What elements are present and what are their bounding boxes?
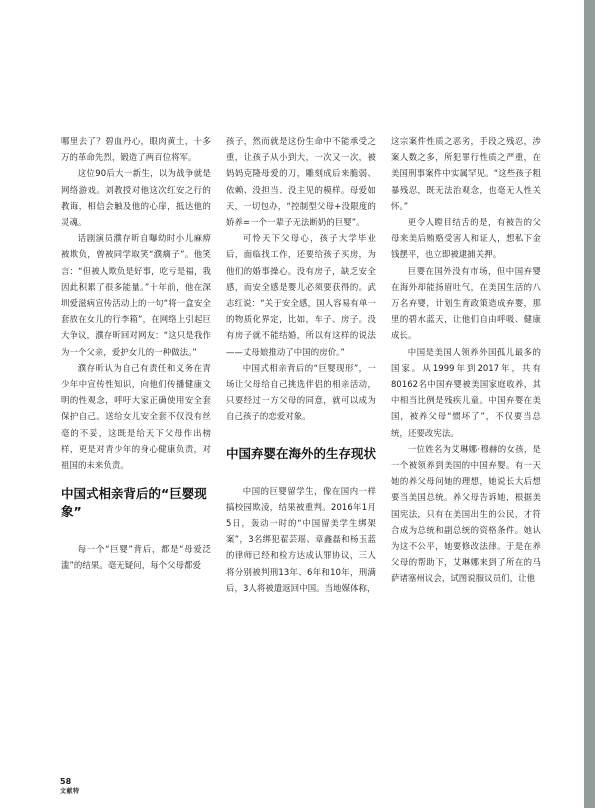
page-footer xyxy=(60,777,80,797)
paragraph: 濮存昕认为自己有责任和义务在青少年中宣传性知识，向他们传播健康文明的性观念，呼吁大家正确使用安全套保护自己。送给女儿安全套不仅没有丝毫的不妥，这既是给天下父母作出榜样，更是对青少年的身心健康负责，对祖国的未来负责。 xyxy=(61,362,211,471)
paragraph: 孩子，然而就是这份生命中不能承受之重，让孩子从小到大，一次又一次，被妈妈克隆母爱的刀，雕刻成后来脆弱、依赖、没担当、没主见的模样。母爱如天，一切包办，“控制型父母+没限度的娇养=一个一辈子无法断奶的巨婴”。 xyxy=(226,136,376,228)
paragraph: 更令人瞠目结舌的是，有被告的父母来美后贿赂受害人和证人，想私下金钱摆平，也立即被逮捕关押。 xyxy=(391,217,541,260)
column-left xyxy=(61,133,211,574)
top-blank-area xyxy=(0,0,595,118)
paragraph: 哪里去了？碧血丹心，眼肉黄土，十多万的革命先烈，锻造了两百位将军。 xyxy=(61,136,211,163)
paragraph: 这位90后大一新生，以为战争就是网络游戏。刘教授对他这次红安之行的教诲，相信会触及他的心扉，抵达他的灵魂。 xyxy=(61,168,211,228)
section-heading: 中国弃婴在海外的生存现状 xyxy=(226,445,377,461)
paragraph: 这宗案件性质之恶劣，手段之残忍，涉案人数之多，所犯罪行性质之严重，在美国刑事案件中实属罕见。“这些孩子粗暴残忍，既无法治观念，也毫无人性关怀。” xyxy=(391,136,541,211)
paragraph: 每一个“巨婴”背后，都是“母爱泛滥”的结果。毫无疑问，每个父母都爱 xyxy=(61,544,211,571)
page-number: 58 xyxy=(60,777,72,786)
paragraph: 巨婴在国外没有市场，但中国弃婴在海外却能扬眉吐气，在美国生活的八万名弃婴，计划生育政策造成弃婴，那里的碧水蓝天，让他们自由呼吸、健康成长。 xyxy=(391,265,541,341)
paragraph: 中国式相亲背后的“巨婴现形”，一场让父母给自己挑选伴侣的相亲活动，只要经过一方父母的同意，就可以成为自己孩子的恋爱对象。 xyxy=(226,362,376,422)
paragraph: 中国的巨婴留学生，像在国内一样搞校园欺凌，结果被重判。2016年1月5日，轰动一时的“中国留美学生绑架案”，3名绑犯翟芸瑶、章鑫磊和杨玉蓝的律师已经和检方达成认罪协议，三人将分别被判刑13年、6年和10年，刑满后，3人将被遣返回中国。当地媒体称， xyxy=(226,485,376,593)
paragraph: 话剧演员濮存昕自曝幼时小儿麻痹被欺负，曾被同学取笑“濮瘸子”。他笑言：“但被人欺负是好事，吃亏是福，我因此积累了很多能量。”十年前，他在深圳爱滋病宣传活动上的一句“将一盒安全套放在女儿的行李箱”，在网络上引起巨大争议，濮存昕回对网友：“这只是我作为一个父亲，爱护女儿的一种做法。” xyxy=(61,233,211,357)
section-heading: 中国式相亲背后的“巨婴现象” xyxy=(61,486,207,520)
right-edge-bar xyxy=(584,0,595,808)
paragraph: 可怜天下父母心，孩子大学毕业后，面临找工作，还要给孩子买房，为他们的婚事操心。没有房子，缺乏安全感，而安全感是婴儿必须要获得的。武志红说：“关于安全感，国人容易有单一的物质化界定，比如，车子、房子。没有房子就不能结婚，所以有这样的说法——丈母娘推动了中国的房价。” xyxy=(226,233,376,357)
column-middle xyxy=(226,133,376,596)
paragraph: 一位姓名为艾琳娜·穆赫的女孩，是一个被领养到美国的中国弃婴。有一天她的养父母问她的理想，她说长大后想要当美国总统。养父母告诉她，根据美国宪法，只有在美国出生的公民，才符合成为总统和副总统的资格条件。她认为这不公平，她要修改法律。于是在养父母的帮助下，艾琳娜来到了所在的马萨诸塞州议会，试图说服议员们，让他 xyxy=(391,443,541,584)
magazine-logo: 文献特 xyxy=(60,788,80,795)
column-right xyxy=(391,133,541,587)
paragraph: 中国是美国人领养外国孤儿最多的国家。从1999年到2017年，共有80162名中国弃婴被美国家庭收养，其中相当比例是残疾儿童。中国弃婴在美国，被养父母“惯坏了”，不仅要当总统，还要改宪法。 xyxy=(391,346,541,438)
